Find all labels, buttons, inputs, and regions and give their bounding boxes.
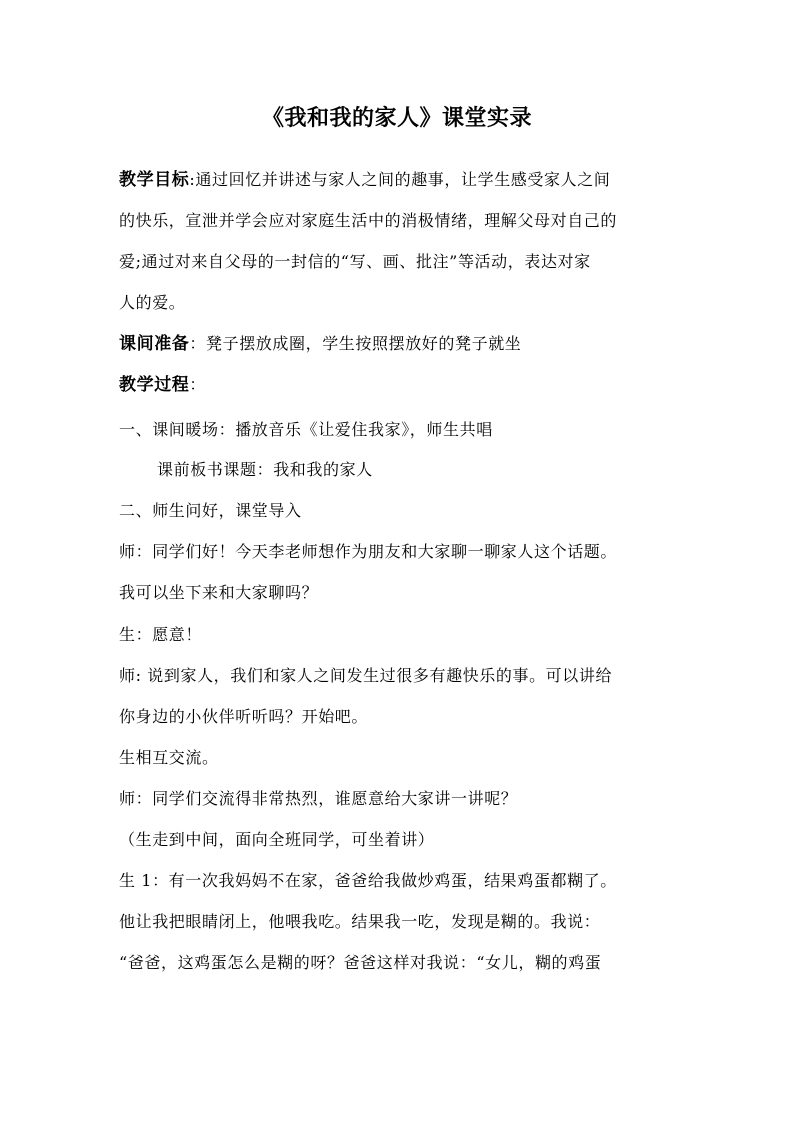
prep-text: ：凳子摆放成圈，学生按照摆放好的凳子就坐 bbox=[189, 334, 522, 353]
objective-label: 教学目标 bbox=[119, 170, 190, 190]
process-label: 教学过程 bbox=[119, 375, 190, 395]
dialogue-line-2: 我可以坐下来和大家聊吗？ bbox=[119, 583, 319, 602]
process-colon: ： bbox=[189, 375, 207, 394]
objective-line-1 bbox=[119, 168, 684, 192]
greeting-line: 二、师生问好，课堂导入 bbox=[119, 501, 302, 520]
dialogue-line-4: 师: 说到家人，我们和家人之间发生过很多有趣快乐的事。可以讲给 bbox=[119, 666, 613, 685]
dialogue-line-1: 师：同学们好！今天李老师想作为朋友和大家聊一聊家人这个话题。 bbox=[119, 542, 618, 561]
objective-line-2: 的快乐，宣泄并学会应对家庭生活中的消极情绪，理解父母对自己的 bbox=[119, 211, 618, 230]
objective-line-4: 人的爱。 bbox=[119, 293, 186, 312]
dialogue-line-5: 你身边的小伙伴听听吗？开始吧。 bbox=[119, 707, 369, 726]
board-title-line: 课前板书课题：我和我的家人 bbox=[157, 460, 373, 479]
prep-label: 课间准备 bbox=[119, 334, 190, 354]
dialogue-line-9: 生 1：有一次我妈妈不在家，爸爸给我做炒鸡蛋，结果鸡蛋都糊了。 bbox=[119, 871, 617, 890]
objective-text-1: :通过回忆并讲述与家人之间的趣事，让学生感受家人之间 bbox=[189, 170, 611, 189]
dialogue-line-11: “爸爸，这鸡蛋怎么是糊的呀？爸爸这样对我说：“女儿，糊的鸡蛋 bbox=[119, 953, 602, 972]
document-title: 《我和我的家人》课堂实录 bbox=[261, 106, 532, 131]
dialogue-line-7: 师：同学们交流得非常热烈，谁愿意给大家讲一讲呢？ bbox=[119, 789, 518, 808]
dialogue-line-6: 生相互交流。 bbox=[119, 748, 219, 767]
process-line bbox=[119, 373, 684, 397]
prep-line bbox=[119, 332, 684, 356]
objective-line-3: 爱;通过对来自父母的一封信的“写、画、批注”等活动，表达对家 bbox=[119, 252, 591, 271]
warmup-line: 一、课间暖场：播放音乐《让爱住我家》，师生共唱 bbox=[119, 420, 493, 439]
dialogue-line-8: （生走到中间，面向全班同学，可坐着讲） bbox=[119, 830, 435, 849]
dialogue-line-3: 生：愿意！ bbox=[119, 625, 203, 644]
dialogue-line-10: 他让我把眼睛闭上，他喂我吃。结果我一吃，发现是糊的。我说： bbox=[119, 912, 601, 931]
